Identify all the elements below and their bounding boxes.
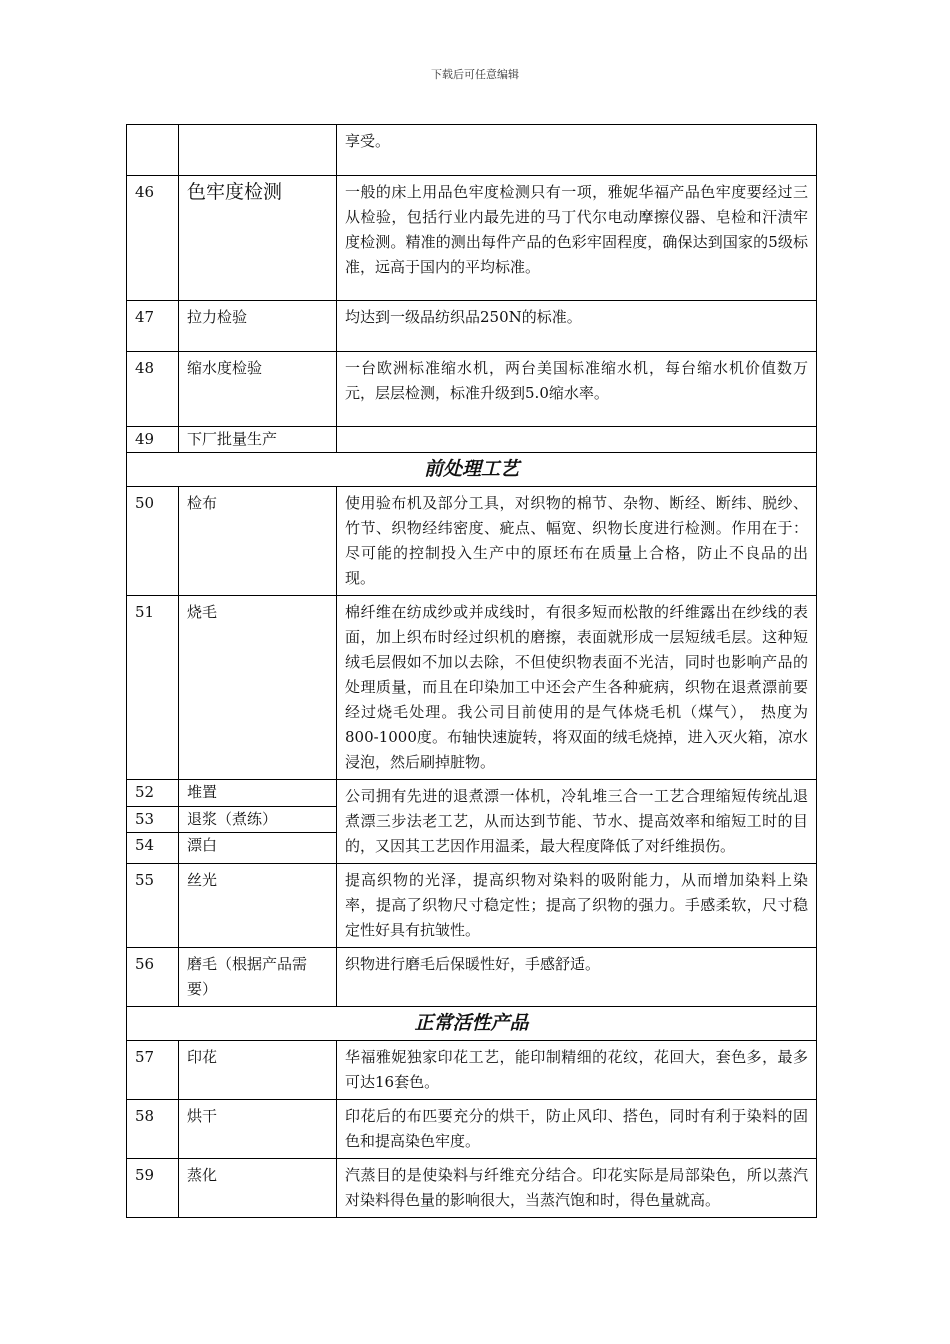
row-description: 棉纤维在纺成纱或并成线时，有很多短而松散的纤维露出在纱线的表面，加上织布时经过织机的磨擦，表面就形成一层短绒毛层。这种短绒毛层假如不加以去除，不但使织物表面不光洁，同时也影响产品的处理质量，而且在印染加工中还会产生各种疵病，织物在退煮漂前要经过烧毛处理。我公司目前使用的是气体烧毛机（煤气）， 热度为800-1000度。布轴快速旋转，将双面的绒毛烧掉，进入灭火箱，凉水浸泡，然后刷掉脏物。 — [337, 596, 817, 780]
row-number: 55 — [127, 864, 179, 948]
section-row — [127, 453, 817, 487]
section-row — [127, 1007, 817, 1041]
row-number: 58 — [127, 1100, 179, 1159]
row-description: 一台欧洲标准缩水机，两台美国标准缩水机，每台缩水机价值数万元，层层检测，标准升级到5.0缩水率。 — [337, 352, 817, 427]
row-description: 一般的床上用品色牢度检测只有一项，雅妮华福产品色牢度要经过三从检验，包括行业内最先进的马丁代尔电动摩擦仪器、皂检和汗渍牢度检测。精准的测出每件产品的色彩牢固程度，确保达到国家的5级标准，远高于国内的平均标准。 — [337, 176, 817, 301]
process-table — [126, 124, 817, 1218]
row-description: 享受。 — [337, 125, 817, 176]
row-name: 漂白 — [179, 833, 337, 864]
row-number: 50 — [127, 487, 179, 596]
row-name: 拉力检验 — [179, 301, 337, 352]
row-name: 检布 — [179, 487, 337, 596]
row-name: 下厂批量生产 — [179, 427, 337, 453]
section-title: 正常活性产品 — [127, 1007, 817, 1041]
table-row — [127, 1041, 817, 1100]
row-name: 印花 — [179, 1041, 337, 1100]
section-title: 前处理工艺 — [127, 453, 817, 487]
row-name: 蒸化 — [179, 1159, 337, 1218]
table-row — [127, 864, 817, 948]
row-description: 华福雅妮独家印花工艺，能印制精细的花纹，花回大，套色多，最多可达16套色。 — [337, 1041, 817, 1100]
row-number: 51 — [127, 596, 179, 780]
row-name: 堆置 — [179, 780, 337, 807]
row-name: 丝光 — [179, 864, 337, 948]
row-name: 磨毛（根据产品需要） — [179, 948, 337, 1007]
table-row — [127, 1100, 817, 1159]
row-description: 印花后的布匹要充分的烘干，防止风印、搭色，同时有利于染料的固色和提高染色牢度。 — [337, 1100, 817, 1159]
row-number: 54 — [127, 833, 179, 864]
table-row — [127, 780, 817, 807]
row-name: 色牢度检测 — [179, 176, 337, 301]
table-row — [127, 427, 817, 453]
table-row — [127, 301, 817, 352]
row-number: 56 — [127, 948, 179, 1007]
table-row — [127, 352, 817, 427]
row-description: 提高织物的光泽，提高织物对染料的吸附能力，从而增加染料上染率，提高了织物尺寸稳定性；提高了织物的强力。手感柔软，尺寸稳定性好具有抗皱性。 — [337, 864, 817, 948]
row-number: 47 — [127, 301, 179, 352]
row-description — [337, 427, 817, 453]
row-number: 57 — [127, 1041, 179, 1100]
row-number: 53 — [127, 806, 179, 833]
row-name: 缩水度检验 — [179, 352, 337, 427]
row-number: 48 — [127, 352, 179, 427]
row-description: 织物进行磨毛后保暖性好，手感舒适。 — [337, 948, 817, 1007]
row-number: 59 — [127, 1159, 179, 1218]
row-description: 使用验布机及部分工具，对织物的棉节、杂物、断经、断纬、脱纱、竹节、织物经纬密度、疵点、幅宽、织物长度进行检测。作用在于：尽可能的控制投入生产中的原坯布在质量上合格，防止不良品的出现。 — [337, 487, 817, 596]
row-number: 49 — [127, 427, 179, 453]
row-name: 烧毛 — [179, 596, 337, 780]
table-row — [127, 596, 817, 780]
table-row — [127, 948, 817, 1007]
row-description: 公司拥有先进的退煮漂一体机，冷轧堆三合一工艺合理缩短传统乩退煮漂三步法老工艺，从而达到节能、节水、提高效率和缩短工时的目的，又因其工艺因作用温柔，最大程度降低了对纤维损伤。 — [337, 780, 817, 864]
row-name: 烘干 — [179, 1100, 337, 1159]
row-name: 退浆（煮练） — [179, 806, 337, 833]
row-name — [179, 125, 337, 176]
row-number: 46 — [127, 176, 179, 301]
table-row — [127, 125, 817, 176]
table-row — [127, 1159, 817, 1218]
table-row — [127, 487, 817, 596]
table-row — [127, 176, 817, 301]
row-description: 均达到一级品纺织品250N的标准。 — [337, 301, 817, 352]
header-note: 下载后可任意编辑 — [431, 68, 519, 81]
row-description: 汽蒸目的是使染料与纤维充分结合。印花实际是局部染色，所以蒸汽对染料得色量的影响很大，当蒸汽饱和时，得色量就高。 — [337, 1159, 817, 1218]
row-number: 52 — [127, 780, 179, 807]
row-number — [127, 125, 179, 176]
